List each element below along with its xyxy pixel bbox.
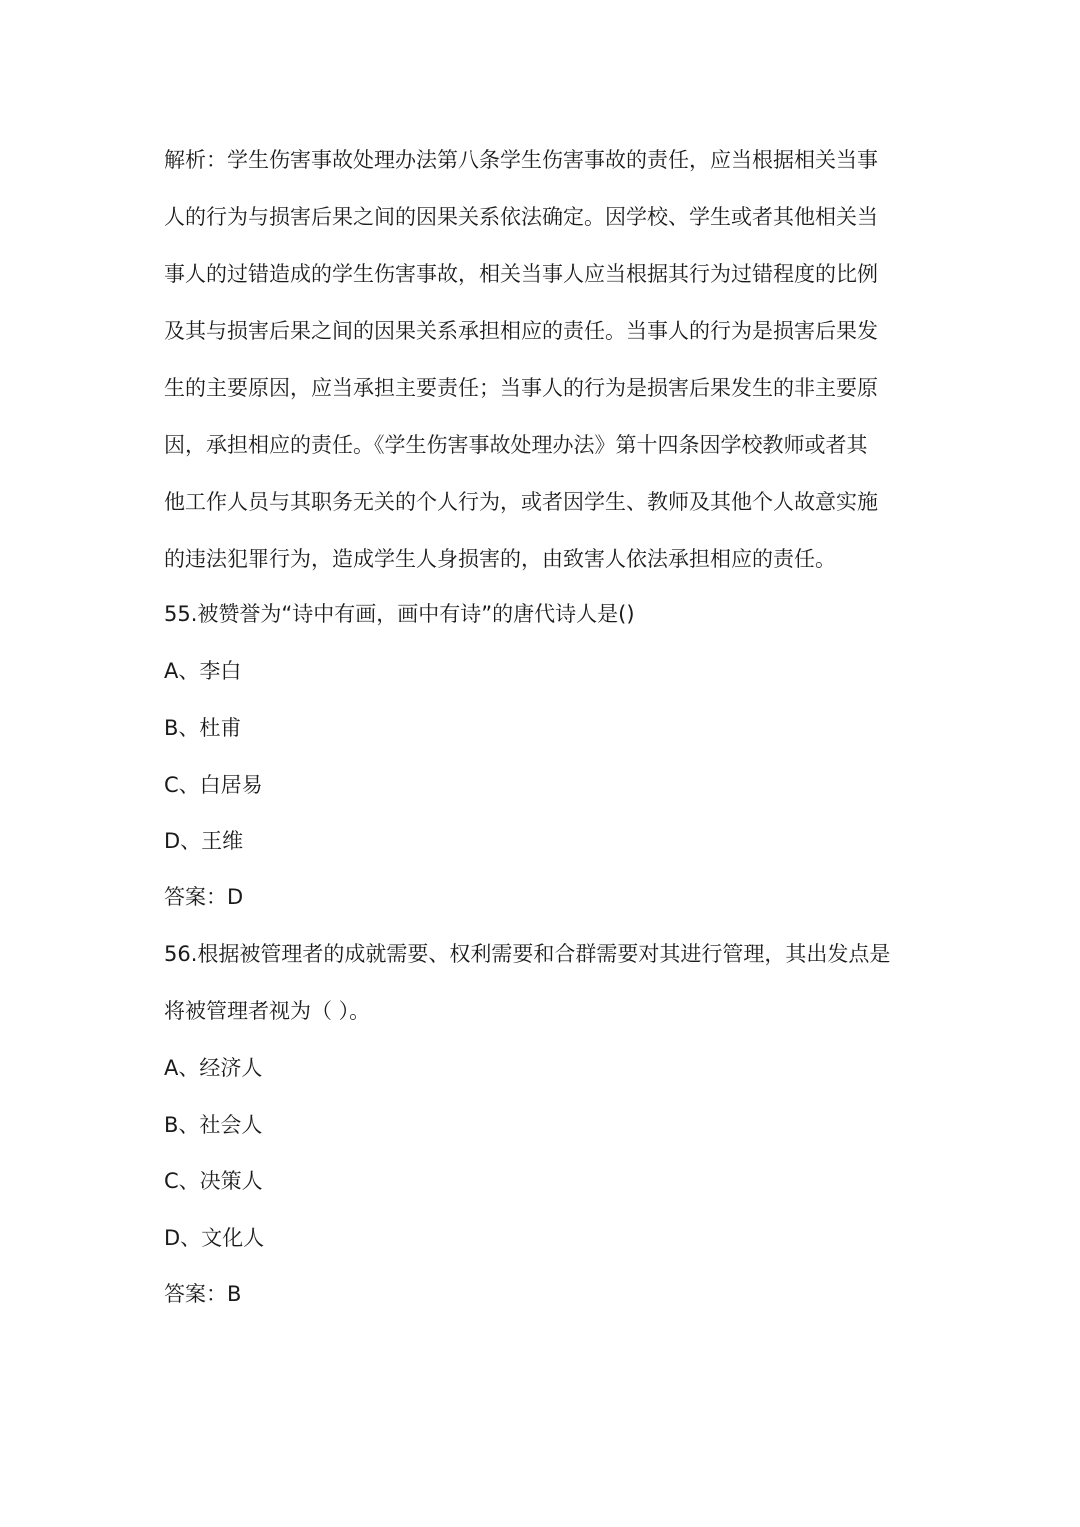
analysis-line: 及其与损害后果之间的因果关系承担相应的责任。当事人的行为是损害后果发 (164, 319, 878, 343)
option-d: D、王维 (164, 829, 244, 853)
option-c: C、决策人 (164, 1169, 263, 1193)
option-b: B、杜甫 (164, 716, 242, 740)
analysis-line: 因，承担相应的责任。《学生伤害事故处理办法》第十四条因学校教师或者其 (164, 433, 868, 457)
option-d: D、文化人 (164, 1226, 265, 1250)
analysis-line: 事人的过错造成的学生伤害事故，相关当事人应当根据其行为过错程度的比例 (164, 262, 878, 286)
answer-text: 答案：D (164, 885, 244, 909)
analysis-line: 他工作人员与其职务无关的个人行为，或者因学生、教师及其他个人故意实施 (164, 490, 878, 514)
analysis-line: 解析：学生伤害事故处理办法第八条学生伤害事故的责任，应当根据相关当事 (164, 148, 878, 172)
question-stem: 55.被赞誉为“诗中有画，画中有诗”的唐代诗人是() (164, 602, 635, 626)
option-a: A、李白 (164, 659, 242, 683)
analysis-line: 的违法犯罪行为，造成学生人身损害的，由致害人依法承担相应的责任。 (164, 547, 836, 571)
answer-text: 答案：B (164, 1282, 242, 1306)
analysis-line: 生的主要原因，应当承担主要责任；当事人的行为是损害后果发生的非主要原 (164, 376, 878, 400)
question-stem-continued: 将被管理者视为（ ）。 (164, 999, 371, 1023)
option-a: A、经济人 (164, 1056, 263, 1080)
option-c: C、白居易 (164, 773, 263, 797)
analysis-line: 人的行为与损害后果之间的因果关系依法确定。因学校、学生或者其他相关当 (164, 205, 878, 229)
question-stem: 56.根据被管理者的成就需要、权利需要和合群需要对其进行管理，其出发点是 (164, 942, 891, 966)
option-b: B、社会人 (164, 1113, 263, 1137)
